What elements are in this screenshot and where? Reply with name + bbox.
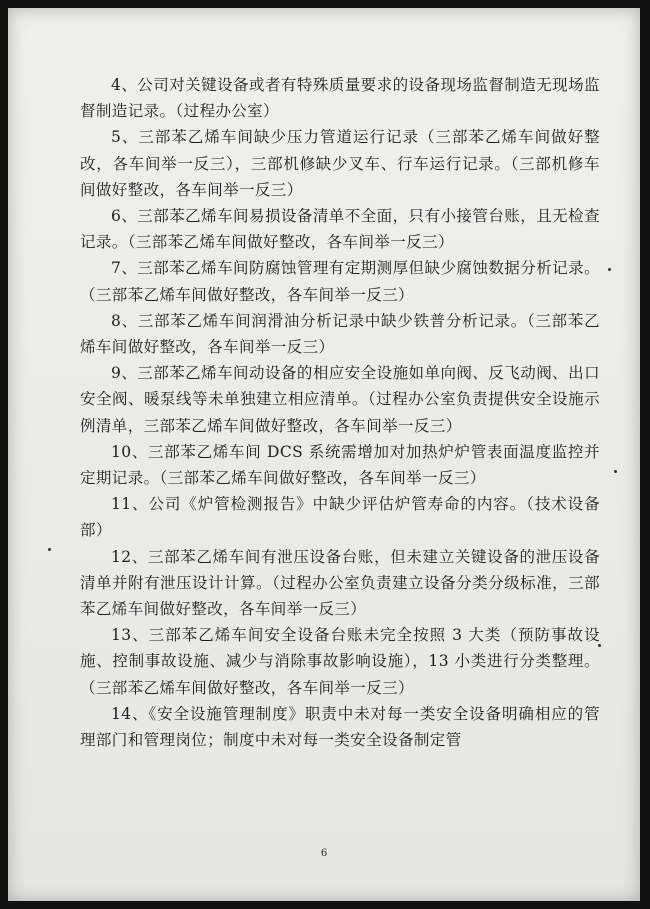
paragraph-item-14: 14、《安全设施管理制度》职责中未对每一类安全设备明确相应的管理部门和管理岗位；制度中未对每一类安全设备制定管 (80, 704, 600, 750)
paragraph-item-7: 7、三部苯乙烯车间防腐蚀管理有定期测厚但缺少腐蚀数据分析记录。（三部苯乙烯车间做好整改，各车间举一反三） (80, 259, 600, 304)
scan-speck (48, 548, 51, 551)
paragraph-item-11: 11、公司《炉管检测报告》中缺少评估炉管寿命的内容。（技术设备部） (80, 495, 600, 540)
scan-speck (598, 644, 601, 647)
paragraph-item-8: 8、三部苯乙烯车间润滑油分析记录中缺少铁普分析记录。（三部苯乙烯车间做好整改，各车间举一反三） (80, 311, 600, 357)
document-body (80, 72, 600, 753)
scan-speck (608, 268, 611, 271)
scan-speck (614, 470, 617, 473)
paragraph-item-9: 9、三部苯乙烯车间动设备的相应安全设施如单向阀、反飞动阀、出口安全阀、暖泵线等未单独建立相应清单。（过程办公室负责提供安全设施示例清单，三部苯乙烯车间做好整改，各车间举一反三） (80, 364, 600, 435)
paragraph-item-12: 12、三部苯乙烯车间有泄压设备台账，但未建立关键设备的泄压设备清单并附有泄压设计计算。（过程办公室负责建立设备分类分级标准，三部苯乙烯车间做好整改，各车间举一反三） (80, 547, 600, 619)
paragraph-item-10: 10、三部苯乙烯车间 DCS 系统需增加对加热炉炉管表面温度监控并定期记录。（三部苯乙烯车间做好整改，各车间举一反三） (80, 442, 600, 488)
page-number: 6 (320, 848, 328, 859)
document-page (8, 8, 640, 901)
paragraph-item-13: 13、三部苯乙烯车间安全设备台账未完全按照 3 大类（预防事故设施、控制事故设施、减少与消除事故影响设施），13 小类进行分类整理。（三部苯乙烯车间做好整改，各车间举一反三） (80, 626, 600, 697)
paragraph-item-4: 4、公司对关键设备或者有特殊质量要求的设备现场监督制造无现场监督制造记录。（过程办公室） (80, 76, 600, 121)
paragraph-item-6: 6、三部苯乙烯车间易损设备清单不全面，只有小接管台账，且无检查记录。（三部苯乙烯车间做好整改，各车间举一反三） (80, 207, 600, 252)
paragraph-item-5: 5、三部苯乙烯车间缺少压力管道运行记录（三部苯乙烯车间做好整改，各车间举一反三），三部机修缺少叉车、行车运行记录。（三部机修车间做好整改，各车间举一反三） (80, 128, 600, 199)
